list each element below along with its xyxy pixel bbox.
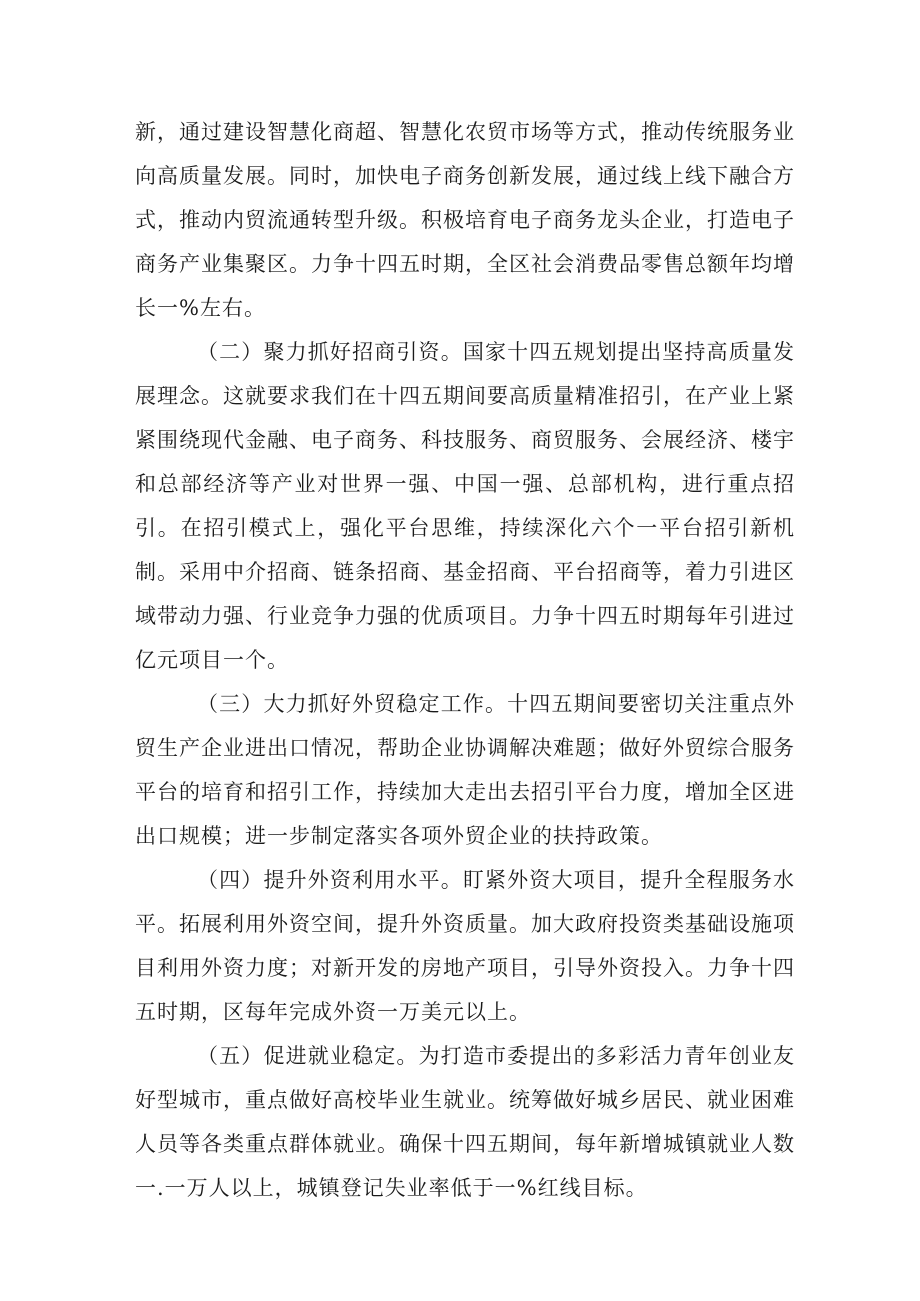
paragraph-employment: （五）促进就业稳定。为打造市委提出的多彩活力青年创业友好型城市，重点做好高校毕业生就业。统筹做好城乡居民、就业困难人员等各类重点群体就业。确保十四五期间，每年新增城镇就业人数一.一万人以上，城镇登记失业率低于一%红线目标。	[135, 1044, 795, 1200]
paragraph-foreign-investment: （四）提升外资利用水平。盯紧外资大项目，提升全程服务水平。拓展利用外资空间，提升外资质量。加大政府投资类基础设施项目利用外资力度；对新开发的房地产项目，引导外资投入。力争十四五时期，区每年完成外资一万美元以上。	[135, 868, 795, 1024]
paragraph-investment-attraction: （二）聚力抓好招商引资。国家十四五规划提出坚持高质量发展理念。这就要求我们在十四五期间要高质量精准招引，在产业上紧紧围绕现代金融、电子商务、科技服务、商贸服务、会展经济、楼宇和总部经济等产业对世界一强、中国一强、总部机构，进行重点招引。在招引模式上，强化平台思维，持续深化六个一平台招引新机制。采用中介招商、链条招商、基金招商、平台招商等，着力引进区域带动力强、行业竞争力强的优质项目。力争十四五时期每年引进过亿元项目一个。	[135, 340, 795, 672]
paragraph-continuation: 新，通过建设智慧化商超、智慧化农贸市场等方式，推动传统服务业向高质量发展。同时，加快电子商务创新发展，通过线上线下融合方式，推动内贸流通转型升级。积极培育电子商务龙头企业，打造电子商务产业集聚区。力争十四五时期，全区社会消费品零售总额年均增长一%左右。	[135, 120, 795, 320]
paragraph-foreign-trade: （三）大力抓好外贸稳定工作。十四五期间要密切关注重点外贸生产企业进出口情况，帮助企业协调解决难题；做好外贸综合服务平台的培育和招引工作，持续加大走出去招引平台力度，增加全区进出口规模；进一步制定落实各项外贸企业的扶持政策。	[135, 692, 795, 848]
